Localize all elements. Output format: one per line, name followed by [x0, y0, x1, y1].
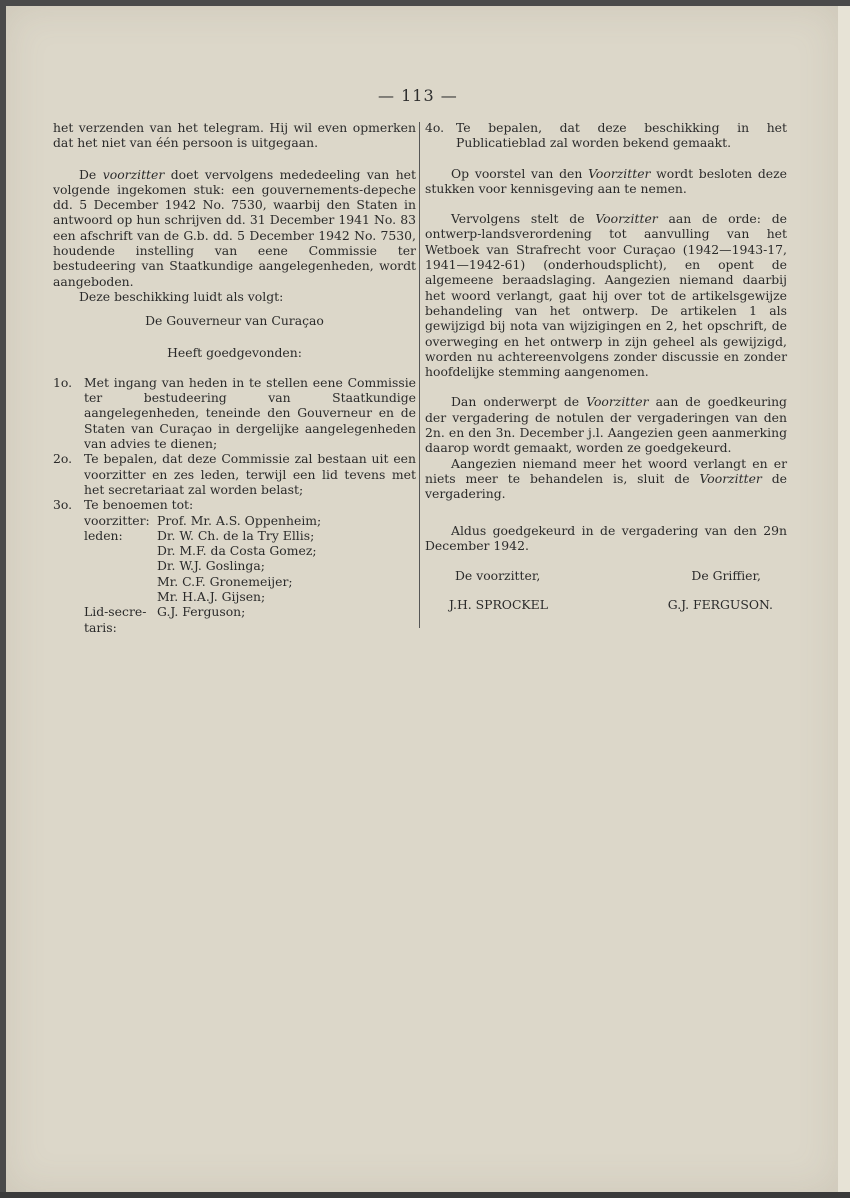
chairman-name: J.H. SPROCKEL: [449, 597, 548, 613]
paragraph: Op voorstel van den Voorzitter wordt besloten deze stukken voor kennisgeving aan te nemen.: [425, 165, 787, 196]
paragraph: Deze beschikking luidt als volgt:: [79, 288, 284, 304]
member-row: Mr. H.A.J. Gijsen;: [157, 589, 266, 605]
left-column: [53, 120, 416, 635]
member-row: Dr. W.J. Goslinga;: [157, 558, 265, 574]
clerk-name: G.J. FERGUSON.: [667, 597, 773, 613]
paragraph: Aldus goedgekeurd in de vergadering van den 29n December 1942.: [425, 522, 787, 553]
right-column: [425, 120, 787, 613]
member-row: Lid-secre- G.J. Ferguson;: [84, 604, 246, 620]
list-item: 1o. Met ingang van heden in te stellen eene Commissie ter bestudeering van Staatkundige aangelegenheden, teneinde den Gouverneur en de Staten van Curaçao in dergelijke aangelegenheden van advies te dienen;: [53, 374, 416, 452]
chairman-title: De voorzitter,: [455, 568, 541, 584]
signature-names: [425, 597, 787, 612]
member-row: Dr. M.F. da Costa Gomez;: [157, 543, 317, 559]
page-number: — 113 —: [378, 86, 458, 105]
scan-border: [0, 1192, 850, 1198]
signature-titles: [425, 568, 787, 583]
paragraph: De voorzitter doet vervolgens mededeeling van het volgende ingekomen stuk: een gouvernements-depeche dd. 5 December 1942 No. 7530, waarbij den Staten in antwoord op hun schrijven dd. 31 December 1941 No. 83 een afschrift van de G.b. dd. 5 December 1942 No. 7530, houdende instelling van eene Commissie ter bestudeering van Staatkundige aangelegenheden, wordt aangeboden.: [53, 166, 416, 289]
decree-heading: De Gouverneur van Curaçao: [145, 313, 324, 329]
paragraph: het verzenden van het telegram. Hij wil even opmerken dat het niet van één persoon is uitgegaan.: [53, 120, 416, 151]
decree-subheading: Heeft goedgevonden:: [167, 344, 302, 360]
decree-list: [53, 375, 416, 513]
paragraph: Aangezien niemand meer het woord verlangt en er niets meer te behandelen is, sluit de Voorzitter de vergadering.: [425, 455, 787, 502]
member-row: voorzitter: Prof. Mr. A.S. Oppenheim;: [84, 512, 322, 528]
paragraph: Vervolgens stelt de Voorzitter aan de orde: de ontwerp-landsverordening tot aanvulling van het Wetboek van Strafrecht voor Curaçao (1942—1943-17, 1941—1942-61) (onderhoudsplicht), en opent de algemeene beraadslaging. Aangezien niemand daarbij het woord verlangt, gaat hij over tot de artikelsgewijze behandeling van het ontwerp. De artikelen 1 als gewijzigd bij nota van wijzigingen en 2, het opschrift, de overweging en het ontwerp in zijn geheel als gewijzigd, worden nu achtereenvolgens zonder discussie en zonder hoofdelijke stemming aangenomen.: [425, 211, 787, 380]
member-row: Mr. C.F. Gronemeijer;: [157, 573, 293, 589]
member-row: taris:: [84, 619, 117, 635]
list-item: 4o. Te bepalen, dat deze beschikking in het Publicatieblad zal worden bekend gemaakt.: [425, 120, 787, 151]
clerk-title: De Griffier,: [691, 568, 761, 584]
paragraph: Dan onderwerpt de Voorzitter aan de goedkeuring der vergadering de notulen der vergaderingen van den 2n. en den 3n. December j.l. Aangezien geen aanmerking daarop wordt gemaakt, worden ze goedgekeurd.: [425, 394, 787, 456]
list-item: 2o. Te bepalen, dat deze Commissie zal bestaan uit een voorzitter en zes leden, terwijl een lid tevens met het secretariaat zal worden belast;: [53, 451, 416, 497]
member-list: [53, 513, 416, 635]
page-edge: [838, 6, 850, 1198]
member-row: leden: Dr. W. Ch. de la Try Ellis;: [84, 527, 315, 543]
list-item: 3o. Te benoemen tot:: [53, 497, 194, 513]
column-divider: [419, 122, 420, 628]
